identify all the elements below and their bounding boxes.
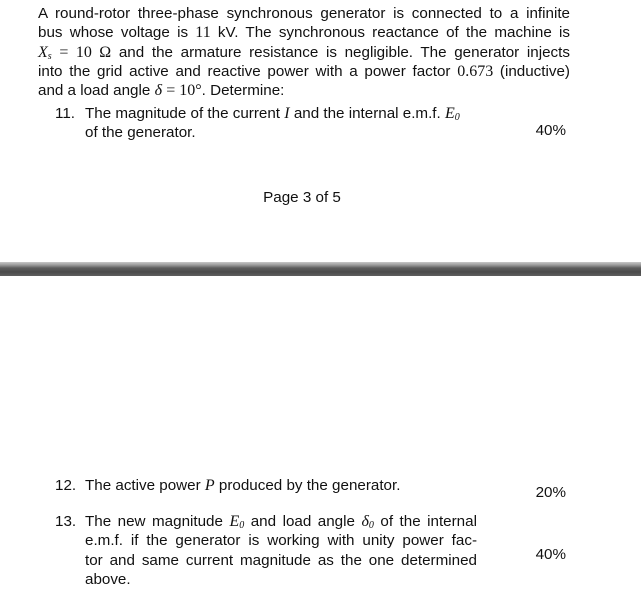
intro-line-4 <box>38 62 570 81</box>
question-text <box>85 104 477 143</box>
question-line <box>85 476 477 495</box>
question-text <box>85 476 477 495</box>
question-line: above. <box>85 570 131 588</box>
page-number: Page 3 of 5 <box>263 189 341 206</box>
question-number: 12. <box>55 477 77 494</box>
power-factor-value: 0.673 <box>457 62 494 80</box>
question-line: e.m.f. if the generator is working with unity power fac- <box>85 532 477 550</box>
intro-text: kV. The synchronous reactance of the machine is <box>217 24 570 42</box>
question-line <box>85 512 477 531</box>
intro-text: and the armature resistance is negligible. The generator injects <box>118 43 570 61</box>
intro-text: bus whose voltage is <box>38 24 189 42</box>
emf-symbol: $E_0$ <box>229 513 245 531</box>
question-line: tor and same current magnitude as the one determined <box>85 551 477 569</box>
intro-text: and a load angle <box>38 82 151 100</box>
marks-q13: 40% <box>535 546 566 563</box>
intro-line-1: A round-rotor three-phase synchronous generator is connected to a infinite <box>38 5 570 22</box>
question-line: of the generator. <box>85 124 196 142</box>
question-text-part: The magnitude of the current <box>85 105 281 122</box>
bus-voltage-value: 11 <box>195 24 211 42</box>
problem-statement <box>38 4 570 100</box>
page-separator <box>0 262 641 276</box>
emf-symbol: $E_0$ <box>444 105 460 123</box>
intro-line-5 <box>38 81 570 100</box>
question-number: 11. <box>55 105 75 122</box>
reactance-value: = 10 Ω <box>59 43 112 61</box>
question-number: 13. <box>55 513 77 530</box>
intro-line-2 <box>38 23 570 42</box>
question-text-part: and load angle <box>250 513 355 530</box>
load-angle-symbol: δ <box>154 82 162 100</box>
question-text-part: The active power <box>85 477 201 494</box>
load-angle-symbol: $\delta_0$ <box>361 513 374 531</box>
current-symbol: I <box>284 105 290 122</box>
question-text-part: of the internal <box>380 513 477 530</box>
question-line <box>85 104 477 123</box>
question-text-part: and the internal e.m.f. <box>293 105 441 122</box>
marks-q11: 40% <box>535 122 566 139</box>
marks-q12: 20% <box>535 484 566 501</box>
intro-text: (inductive) <box>499 62 570 80</box>
intro-text: . Determine: <box>201 82 285 100</box>
power-symbol: P <box>204 477 215 494</box>
load-angle-value: = 10° <box>166 82 202 100</box>
question-text <box>85 512 477 589</box>
reactance-symbol: $X_s$ <box>38 43 52 62</box>
intro-line-3 <box>38 43 570 62</box>
question-text-part: produced by the generator. <box>218 477 401 494</box>
intro-text: into the grid active and reactive power with a power factor <box>38 62 451 80</box>
question-text-part: The new magnitude <box>85 513 223 530</box>
